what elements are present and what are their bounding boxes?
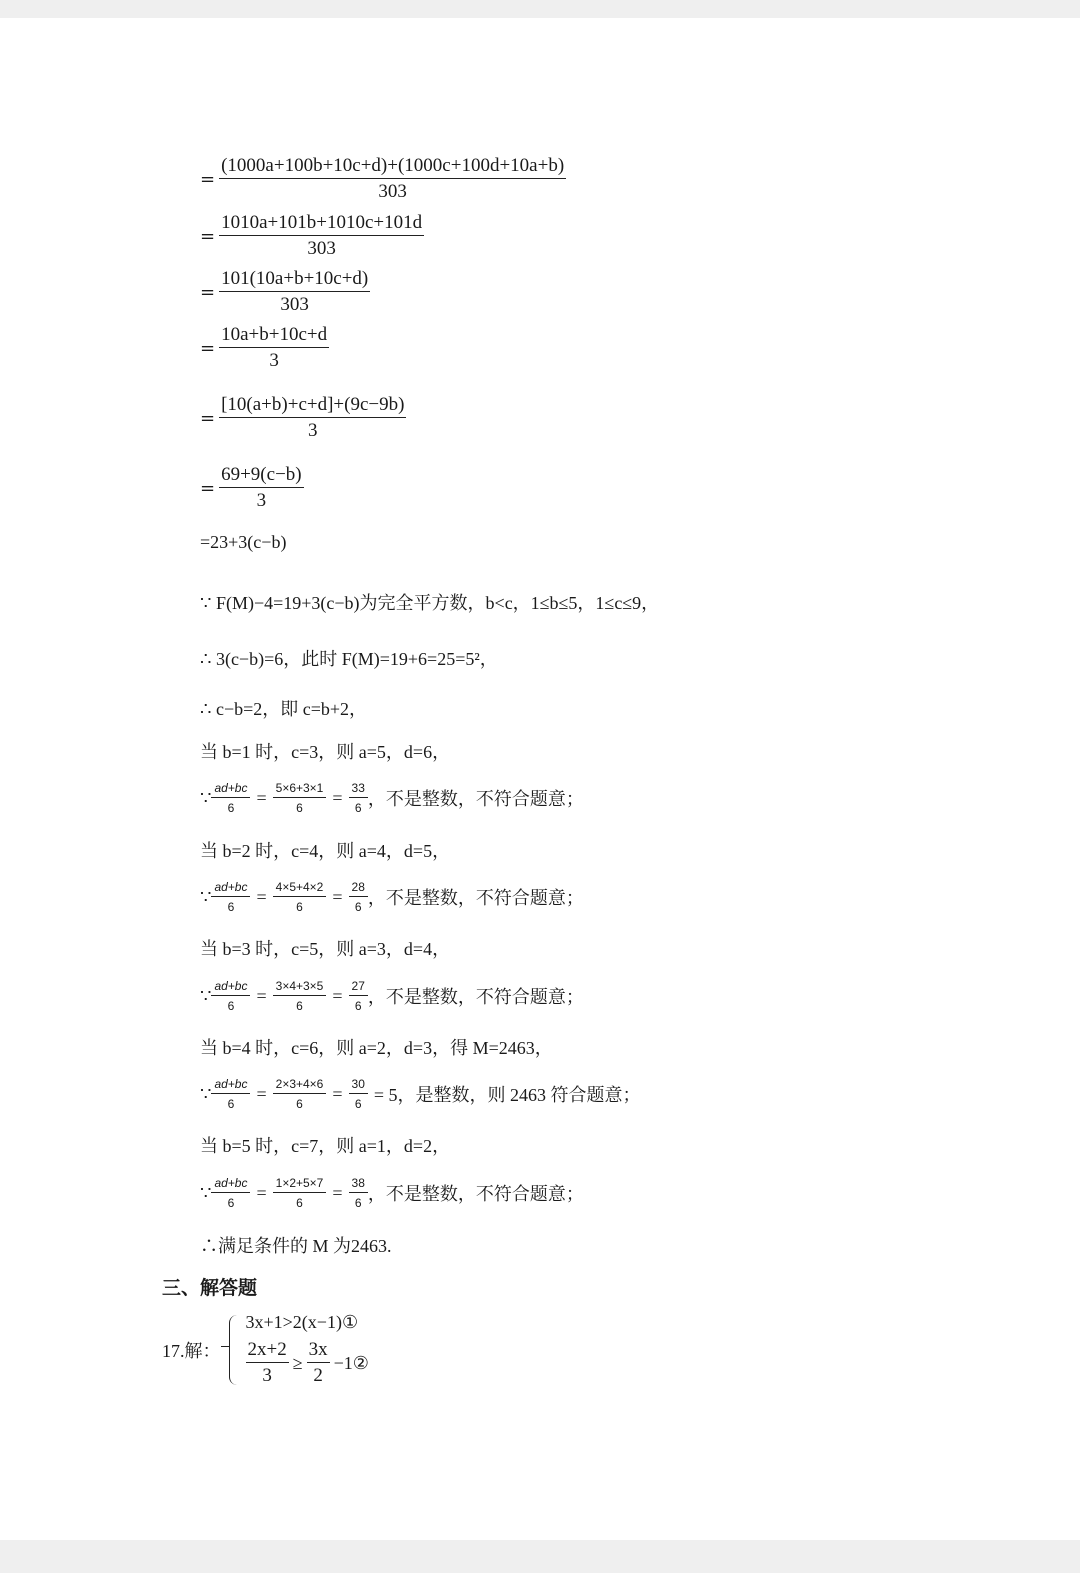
reason-line-3: ∴ c−b=2，即 c=b+2， — [200, 699, 368, 719]
check-b4: ∵ $\frac{ad+bc}{6}$ = $\frac{2\times 3+4\times 6}{6}$ = $\frac{30}{6}$ = 5，是整数，则 2463 符合题意； — [200, 1077, 641, 1111]
inequality-2-tail: −1② — [333, 1352, 369, 1373]
check-b2-den: 6 — [296, 900, 303, 914]
step-6: = $\frac{69+9(c-b)}{3}$ — [200, 464, 302, 511]
check-b5-tail: ，不是整数，不符合题意； — [367, 1184, 584, 1204]
step-5: = $\frac{[10(a+b)+c+d]+(9c-9b)}{3}$ — [200, 394, 405, 441]
step-2: = $\frac{1010a+101b+1010c+101d}{303}$ — [200, 212, 423, 259]
step-4: = $\frac{10a+b+10c+d}{3}$ — [200, 324, 328, 371]
check-b5-result-num: 38 — [349, 1176, 368, 1193]
step-3: = $\frac{101(10a+b+10c+d)}{303}$ — [200, 268, 369, 315]
check-b4-result-den: 6 — [354, 1097, 362, 1111]
check-b1-tail: ，不是整数，不符合题意； — [367, 789, 584, 809]
check-b3: ∵ $\frac{ad+bc}{6}$ = $\frac{3\times 4+3\times 5}{6}$ = $\frac{27}{6}$ ，不是整数，不符合题意； — [200, 979, 584, 1013]
reason-line-2: ∴ 3(c−b)=6，此时 F(M)=19+6=25=5²， — [200, 649, 498, 669]
check-b2-tail: ，不是整数，不符合题意； — [367, 888, 584, 908]
check-b2: ∵ $\frac{ad+bc}{6}$ = $\frac{4\times 5+4\times 2}{6}$ = $\frac{28}{6}$ ，不是整数，不符合题意； — [200, 880, 584, 914]
check-b3-den: 6 — [296, 999, 303, 1013]
case-b3: 当 b=3 时，c=5，则 a=3，d=4， — [200, 939, 451, 959]
check-b5-num: 1×2+5×7 — [273, 1176, 327, 1193]
step-4-denominator: 3 — [269, 350, 279, 371]
check-b4-result-num: 30 — [349, 1077, 368, 1094]
check-b3-expr-num: ad+bc — [211, 979, 250, 996]
step-5-denominator: 3 — [308, 420, 318, 441]
inequality-2-rhs-den: 2 — [313, 1365, 323, 1386]
step-5-numerator: [10(a+b)+c+d]+(9c−9b) — [219, 394, 406, 418]
step-4-numerator: 10a+b+10c+d — [219, 324, 329, 348]
check-b4-expr-num: ad+bc — [211, 1077, 250, 1094]
check-b4-num: 2×3+4×6 — [273, 1077, 327, 1094]
check-b5-result-den: 6 — [354, 1196, 362, 1210]
check-b4-expr-den: 6 — [227, 1097, 235, 1111]
step-3-numerator: 101(10a+b+10c+d) — [219, 268, 370, 292]
case-b2: 当 b=2 时，c=4，则 a=4，d=5， — [200, 841, 451, 861]
check-b1-expr-den: 6 — [227, 801, 235, 815]
step-2-numerator: 1010a+101b+1010c+101d — [219, 212, 424, 236]
check-b1-expr-num: ad+bc — [211, 781, 250, 798]
check-b3-expr-den: 6 — [227, 999, 235, 1013]
check-b3-tail: ，不是整数，不符合题意； — [367, 987, 584, 1007]
step-1: = $\frac{(1000a+100b+10c+d)+(1000c+100d+10a+b)}{303}$ — [200, 155, 565, 202]
section-heading: 三、解答题 — [162, 1277, 258, 1299]
check-b1-result-num: 33 — [349, 781, 368, 798]
check-b2-result-num: 28 — [349, 880, 368, 897]
check-b5-den: 6 — [296, 1196, 303, 1210]
check-b1-result-den: 6 — [354, 801, 362, 815]
check-b2-expr-den: 6 — [227, 900, 235, 914]
check-b4-den: 6 — [296, 1097, 303, 1111]
check-b1: ∵ $\frac{ad+bc}{6}$ = $\frac{5\times 6+3\times 1}{6}$ = $\frac{33}{6}$ ，不是整数，不符合题意； — [200, 781, 584, 815]
inequality-1: 3x+1>2(x−1)① — [245, 1312, 359, 1332]
check-b2-expr-num: ad+bc — [211, 880, 250, 897]
check-b5: ∵ $\frac{ad+bc}{6}$ = $\frac{1\times 2+5\times 7}{6}$ = $\frac{38}{6}$ ，不是整数，不符合题意； — [200, 1176, 584, 1210]
case-b1: 当 b=1 时，c=3，则 a=5，d=6， — [200, 742, 451, 762]
check-b1-num: 5×6+3×1 — [273, 781, 327, 798]
reason-line-1: ∵ F(M)−4=19+3(c−b)为完全平方数，b<c，1≤b≤5，1≤c≤9， — [200, 593, 660, 613]
check-b2-num: 4×5+4×2 — [273, 880, 327, 897]
step-6-denominator: 3 — [256, 490, 267, 511]
step-7: =23+3(c−b) — [200, 532, 287, 552]
inequality-2-rhs-num: 3x — [307, 1339, 330, 1363]
inequality-2-lhs-num: 2x+2 — [246, 1339, 289, 1363]
check-b5-expr-num: ad+bc — [211, 1176, 250, 1193]
step-1-denominator: 303 — [378, 181, 407, 202]
check-b1-den: 6 — [296, 801, 303, 815]
step-1-numerator: (1000a+100b+10c+d)+(1000c+100d+10a+b) — [219, 155, 566, 179]
check-b4-tail: = 5，是整数，则 2463 符合题意； — [373, 1085, 641, 1105]
check-b3-result-den: 6 — [354, 999, 362, 1013]
step-2-denominator: 303 — [307, 238, 336, 259]
system-brace — [229, 1315, 240, 1385]
inequality-2 — [246, 1339, 369, 1387]
inequality-2-relation: ≥ — [292, 1352, 303, 1373]
problem-17-label: 17.解： — [162, 1340, 221, 1361]
check-b2-result-den: 6 — [354, 900, 362, 914]
case-b5: 当 b=5 时，c=7，则 a=1，d=2， — [200, 1136, 451, 1156]
step-6-numerator: 69+9(c−b) — [219, 464, 304, 488]
step-3-denominator: 303 — [280, 294, 309, 315]
check-b3-result-num: 27 — [349, 979, 368, 996]
problem-17 — [162, 1312, 369, 1387]
inequality-2-lhs-den: 3 — [262, 1365, 272, 1386]
check-b3-num: 3×4+3×5 — [273, 979, 327, 996]
check-b5-expr-den: 6 — [227, 1196, 235, 1210]
final-conclusion: ∴满足条件的 M 为2463. — [200, 1236, 392, 1256]
case-b4: 当 b=4 时，c=6，则 a=2，d=3，得 M=2463， — [200, 1038, 553, 1058]
